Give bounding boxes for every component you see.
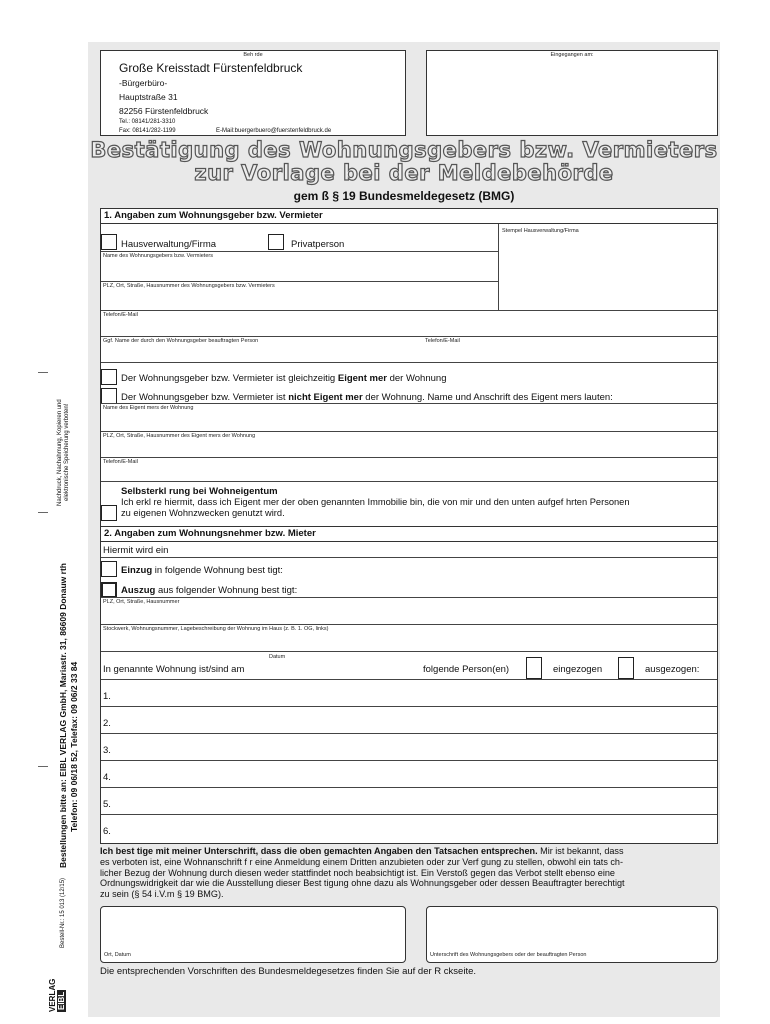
- checkbox-moved-out[interactable]: [618, 657, 634, 679]
- declaration-line: Ordnungswidrigkeit dar wie die Ausstellung dieser Best tigung ohne dazu als Wohnungsgeber oder dessen Beauftragter berechtigt: [100, 878, 625, 889]
- landlord-is-owner-label: [121, 373, 446, 384]
- divider: [101, 310, 717, 311]
- authority-box: [100, 50, 406, 136]
- text-part: Der Wohnungsgeber bzw. Vermieter ist gleichzeitig: [121, 373, 338, 384]
- registration-form: [88, 42, 720, 1017]
- declaration-line: [100, 846, 718, 857]
- agent-phone-field[interactable]: Telefon/E-Mail: [425, 338, 460, 344]
- self-declaration-text: zu eigenen Wohnzwecken genutzt wird.: [121, 508, 285, 518]
- text-part: Einzug: [121, 565, 153, 576]
- signature-label: Unterschrift des Wohnungsgebers oder der beauftragten Person: [430, 952, 587, 958]
- stamp-label[interactable]: Stempel Hausverwaltung/Firma: [502, 228, 579, 234]
- divider: [101, 457, 717, 458]
- divider: [101, 481, 717, 482]
- landlord-address-field[interactable]: PLZ, Ort, Straße, Hausnummer des Wohnungsgebers bzw. Vermieters: [103, 283, 275, 289]
- landlord-phone-field[interactable]: Telefon/E-Mail: [103, 312, 138, 318]
- form-subtitle: gem ß § 19 Bundesmeldegesetz (BMG): [293, 189, 515, 203]
- divider: [101, 787, 717, 788]
- authority-label: Beh rde: [243, 52, 263, 58]
- move-in-label: [121, 565, 283, 576]
- checkbox-move-in[interactable]: [101, 561, 117, 577]
- divider: [101, 597, 717, 598]
- persons-label: folgende Person(en): [423, 664, 510, 675]
- text-part: aus folgender Wohnung best tigt:: [155, 585, 298, 596]
- divider: [101, 651, 717, 652]
- authority-department: -Bürgerbüro-: [119, 78, 168, 88]
- divider: [101, 760, 717, 761]
- landlord-name-field[interactable]: Name des Wohnungsgebers bzw. Vermieters: [103, 253, 213, 259]
- self-declaration-heading: Selbsterkl rung bei Wohneigentum: [121, 486, 278, 497]
- form-title-line1: Bestätigung des Wohnungsgebers bzw. Vermieters: [90, 138, 718, 162]
- publisher-logo: [48, 979, 66, 1012]
- text-part: in folgende Wohnung best tigt:: [152, 565, 283, 576]
- section-landlord: [100, 208, 718, 528]
- person-row[interactable]: 5.: [103, 799, 111, 810]
- margin-mark: [38, 512, 48, 513]
- divider: [101, 814, 717, 815]
- text-part: Auszug: [121, 585, 156, 596]
- order-address: Bestellungen bitte an: EIBL VERLAG GmbH, Mariastr. 31, 86609 Donauw rth: [58, 563, 68, 868]
- section-tenant-heading: 2. Angaben zum Wohnungsnehmer bzw. Mieter: [101, 527, 717, 542]
- order-number: Bestell-Nr.: 15 013 (12/15): [60, 877, 66, 948]
- move-date-field[interactable]: Datum: [269, 654, 286, 660]
- copyright-line: elektronische Speicherung verboten!: [64, 403, 70, 501]
- text-part: der Wohnung: [386, 373, 447, 384]
- divider: [101, 336, 717, 337]
- footer-note: Die entsprechenden Vorschriften des Bundesmeldegesetzes finden Sie auf der R ckseite.: [100, 966, 477, 977]
- divider: [101, 251, 498, 252]
- persons-intro: In genannte Wohnung ist/sind am: [103, 664, 245, 675]
- margin-mark: [38, 372, 48, 373]
- person-row[interactable]: 4.: [103, 772, 111, 783]
- divider: [498, 224, 499, 310]
- received-stamp-box[interactable]: [426, 50, 718, 136]
- text-part: Eigent mer: [337, 373, 387, 384]
- checkbox-moved-in[interactable]: [526, 657, 542, 679]
- text-part: Ich best tige mit meiner Unterschrift, dass die oben gemachten Angaben den Tatsachen entsprechen.: [100, 846, 538, 856]
- moved-in-label: eingezogen: [553, 664, 603, 675]
- section-tenant: [100, 526, 718, 844]
- landlord-not-owner-label: [121, 392, 613, 403]
- authority-street: Hauptstraße 31: [119, 92, 178, 102]
- person-row[interactable]: 6.: [103, 826, 111, 837]
- divider: [101, 403, 717, 404]
- checkbox-private-person[interactable]: [268, 234, 284, 250]
- divider: [101, 362, 717, 363]
- declaration-line: es verboten ist, eine Wohnanschrift f r eine Anmeldung einem Dritten anzubieten oder zur Verf gung zu stellen, obwohl ein tats ch-: [100, 856, 624, 867]
- tenant-intro: Hiermit wird ein: [103, 545, 169, 556]
- order-phone: Telefon: 09 06/18 52, Telefax: 09 06/2 33 84: [69, 661, 79, 832]
- text-part: Mir ist bekannt, dass: [537, 846, 624, 856]
- option-property-management-label: Hausverwaltung/Firma: [121, 239, 217, 250]
- divider: [101, 624, 717, 625]
- text-part: nicht Eigent mer: [288, 392, 363, 403]
- text-part: der Wohnung. Name und Anschrift des Eigent mers lauten:: [362, 392, 613, 403]
- text-part: Der Wohnungsgeber bzw. Vermieter ist: [121, 392, 289, 403]
- divider: [101, 557, 717, 558]
- divider: [101, 706, 717, 707]
- divider: [101, 733, 717, 734]
- form-title-line2: zur Vorlage bei der Meldebehörde: [194, 161, 614, 185]
- copyright-notice: [57, 399, 71, 506]
- checkbox-property-management[interactable]: [101, 234, 117, 250]
- declaration-line: licher Bezug der Wohnung durch diesen weder stattfindet noch beabsichtigt ist. Ein Verstoß gegen das Verbot stellt ebenso eine: [100, 867, 615, 878]
- agent-name-field[interactable]: Ggf. Name der durch den Wohnungsgeber beauftragten Person: [103, 338, 259, 344]
- divider: [101, 679, 717, 680]
- checkbox-move-out[interactable]: [101, 582, 117, 598]
- margin-mark: [38, 766, 48, 767]
- owner-address-field[interactable]: PLZ, Ort, Straße, Hausnummer des Eigent mers der Wohnung: [103, 433, 256, 439]
- logo-text: VERLAG: [48, 978, 57, 1012]
- owner-name-field[interactable]: Name des Eigent mers der Wohnung: [103, 405, 194, 411]
- option-private-person-label: Privatperson: [291, 239, 345, 250]
- authority-name: Große Kreisstadt Fürstenfeldbruck: [119, 61, 303, 75]
- place-date-label: Ort, Datum: [104, 952, 131, 958]
- move-out-label: [121, 585, 297, 596]
- signature-field[interactable]: [426, 906, 718, 963]
- person-row[interactable]: 2.: [103, 718, 111, 729]
- apartment-address-field[interactable]: PLZ, Ort, Straße, Hausnummer: [103, 599, 180, 605]
- authority-fax: Fax: 08141/282-1199: [119, 128, 176, 134]
- copyright-line: Nachdruck, Nachahmung, Kopieren und: [57, 399, 63, 506]
- authority-phone: Tel.: 08141/281-3310: [119, 119, 176, 125]
- logo-text: EIBL: [57, 991, 66, 1010]
- declaration-text: [100, 846, 718, 900]
- divider: [101, 281, 498, 282]
- checkbox-landlord-is-owner[interactable]: [101, 369, 117, 385]
- apartment-floor-field[interactable]: Stockwerk, Wohnungsnummer, Lagebeschreibung der Wohnung im Haus (z. B. 1. OG, links): [103, 626, 329, 632]
- declaration-line: zu sein (§ 54 i.V.m § 19 BMG).: [100, 889, 224, 900]
- order-info: [58, 563, 80, 868]
- authority-city: 82256 Fürstenfeldbruck: [119, 106, 209, 116]
- received-label: Eingegangen am:: [550, 52, 594, 58]
- authority-email: E-Mail:buergerbuero@fuerstenfeldbruck.de: [216, 128, 332, 134]
- self-declaration-text: Ich erkl re hiermit, dass ich Eigent mer der oben genannten Immobilie bin, die von mir und den unten aufgef hrten Personen: [121, 497, 630, 507]
- owner-phone-field[interactable]: Telefon/E-Mail: [103, 459, 138, 465]
- section-landlord-heading: 1. Angaben zum Wohnungsgeber bzw. Vermieter: [101, 209, 717, 224]
- person-row[interactable]: 3.: [103, 745, 111, 756]
- moved-out-label: ausgezogen:: [645, 664, 700, 675]
- divider: [101, 431, 717, 432]
- checkbox-self-declaration[interactable]: [101, 505, 117, 521]
- place-date-field[interactable]: [100, 906, 406, 963]
- checkbox-landlord-not-owner[interactable]: [101, 388, 117, 404]
- person-row[interactable]: 1.: [103, 691, 111, 702]
